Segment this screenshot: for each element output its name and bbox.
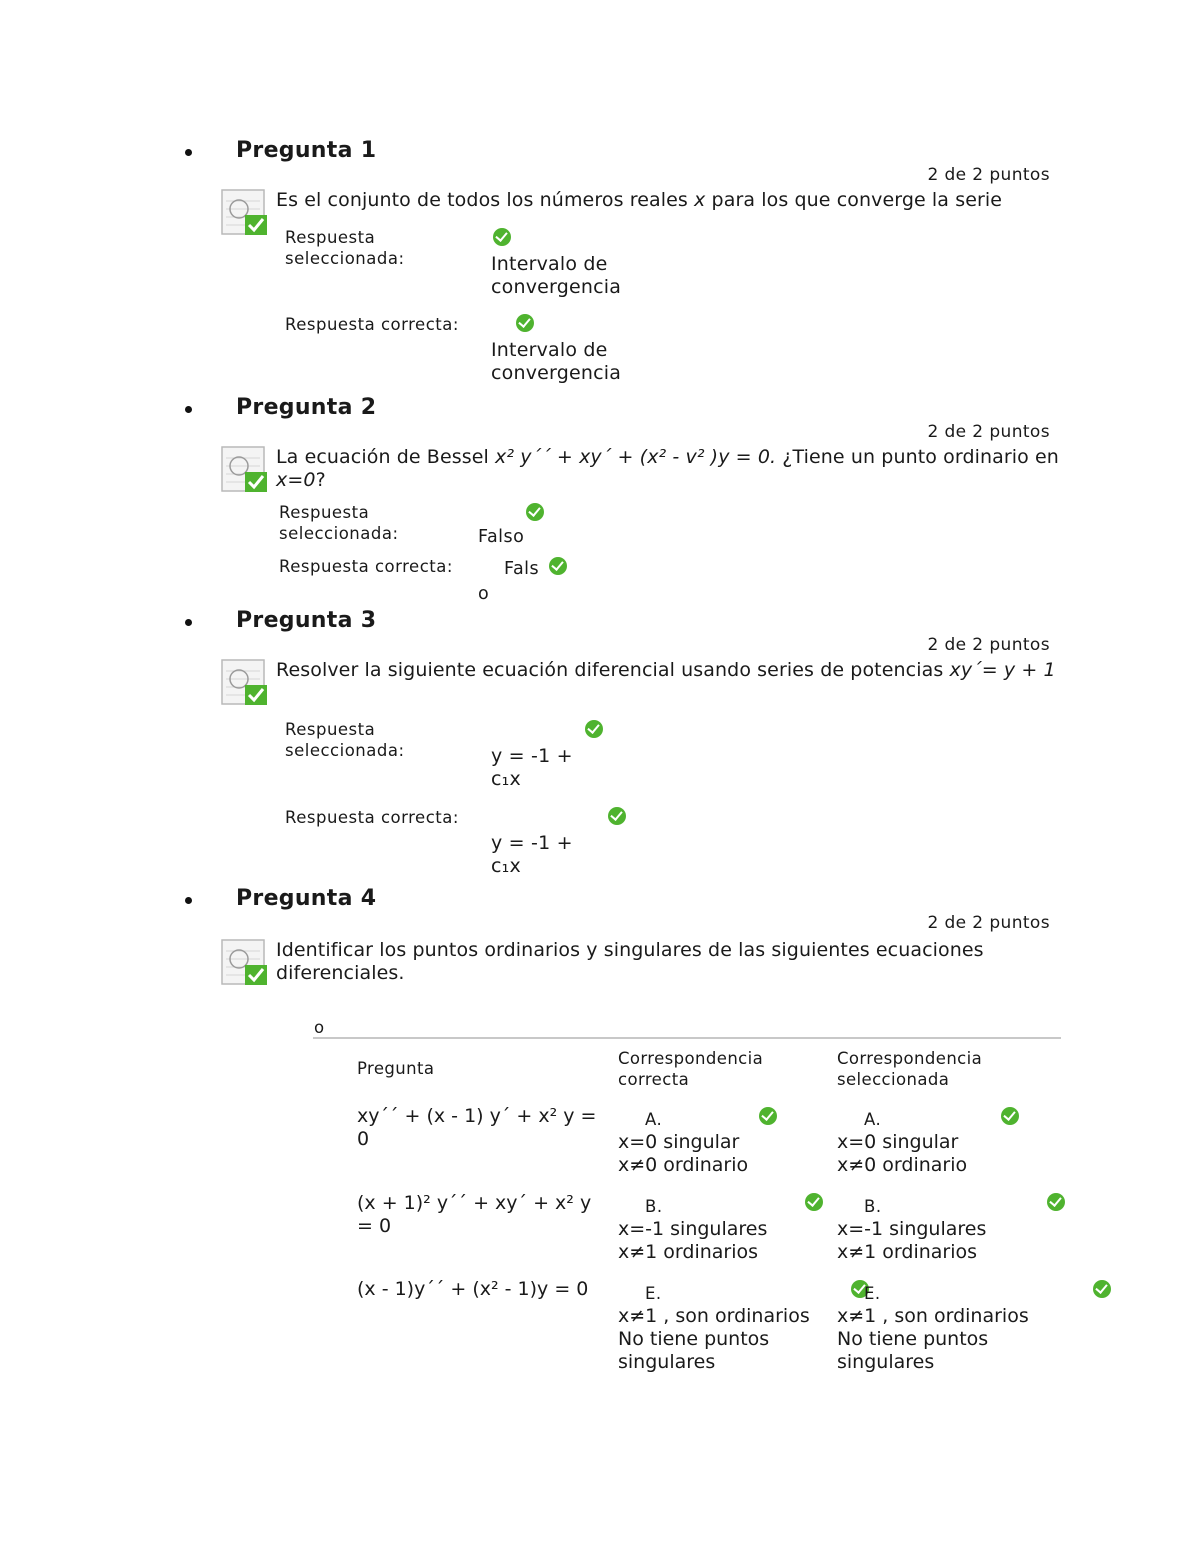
selected-line: x=0 singular (837, 1131, 959, 1153)
correct-answer-value: y = -1 + c₁x (491, 832, 573, 877)
selected-line: No tiene puntos singulares (837, 1328, 989, 1373)
correct-line: No tiene puntos singulares (618, 1328, 770, 1373)
correct-answer-label: Respuesta correcta: (285, 808, 459, 827)
selected-answer-label: Respuesta seleccionada: (279, 503, 399, 543)
correct-letter: B. (645, 1197, 663, 1216)
check-circle-icon (1047, 1193, 1065, 1211)
list-bullet (185, 897, 192, 904)
correct-line: x≠0 ordinario (618, 1154, 749, 1176)
selected-answer-value: Intervalo de convergencia (491, 253, 622, 298)
graded-correct-icon (221, 189, 269, 237)
correct-answer-value: Falso (478, 559, 540, 604)
table-row-question: (x + 1)² y´´ + xy´ + x² y = 0 (357, 1192, 592, 1237)
question-text: Resolver la siguiente ecuación diferencial usando series de potencias xy´= y + 1 (276, 659, 1056, 681)
correct-answer-label: Respuesta correcta: (279, 557, 453, 576)
selected-answer-value: Falso (478, 527, 525, 547)
check-circle-icon (549, 557, 567, 575)
check-circle-icon (585, 720, 603, 738)
table-divider (313, 1037, 1061, 1039)
selected-line: x≠1 , son ordinarios (837, 1305, 1029, 1327)
selected-answer-label: Respuesta seleccionada: (285, 720, 405, 760)
graded-correct-icon (221, 939, 269, 987)
correct-answer-value: Intervalo de convergencia (491, 339, 622, 384)
graded-correct-icon (221, 659, 269, 707)
graded-correct-icon (221, 446, 269, 494)
selected-line: x≠1 ordinarios (837, 1241, 978, 1263)
list-bullet (185, 149, 192, 156)
table-header-pregunta: Pregunta (357, 1059, 435, 1078)
list-marker: o (314, 1018, 325, 1037)
question-text: Identificar los puntos ordinarios y singulares de las siguientes ecuaciones diferenciales. (276, 939, 984, 984)
selected-letter: B. (864, 1197, 882, 1216)
selected-letter: A. (864, 1110, 882, 1129)
table-row-question: xy´´ + (x - 1) y´ + x² y = 0 (357, 1105, 597, 1150)
selected-letter: E. (864, 1284, 881, 1303)
question-text: Es el conjunto de todos los números reales x para los que converge la serie (276, 189, 1003, 211)
correct-letter: A. (645, 1110, 663, 1129)
list-bullet (185, 619, 192, 626)
check-circle-icon (526, 503, 544, 521)
correct-line: x≠1 ordinarios (618, 1241, 759, 1263)
check-circle-icon (1093, 1280, 1111, 1298)
question-points: 2 de 2 puntos (927, 422, 1050, 442)
selected-line: x=-1 singulares (837, 1218, 987, 1240)
check-circle-icon (759, 1107, 777, 1125)
question-title: Pregunta 2 (236, 395, 377, 420)
correct-letter: E. (645, 1284, 662, 1303)
table-row-question: (x - 1)y´´ + (x² - 1)y = 0 (357, 1278, 589, 1300)
check-circle-icon (608, 807, 626, 825)
question-points: 2 de 2 puntos (927, 165, 1050, 185)
check-circle-icon (493, 228, 511, 246)
correct-answer-label: Respuesta correcta: (285, 315, 459, 334)
table-header-selected: Correspondencia seleccionada (837, 1049, 983, 1089)
question-points: 2 de 2 puntos (927, 913, 1050, 933)
selected-line: x≠0 ordinario (837, 1154, 968, 1176)
correct-line: x=-1 singulares (618, 1218, 768, 1240)
check-circle-icon (516, 314, 534, 332)
table-header-correct: Correspondencia correcta (618, 1049, 764, 1089)
check-circle-icon (1001, 1107, 1019, 1125)
correct-line: x=0 singular (618, 1131, 740, 1153)
question-text: La ecuación de Bessel x² y´´ + xy´ + (x² - v² )y = 0. ¿Tiene un punto ordinario en x=0? (276, 446, 1059, 491)
selected-answer-value: y = -1 + c₁x (491, 745, 573, 790)
correct-line: x≠1 , son ordinarios (618, 1305, 810, 1327)
question-points: 2 de 2 puntos (927, 635, 1050, 655)
list-bullet (185, 406, 192, 413)
selected-answer-label: Respuesta seleccionada: (285, 228, 405, 268)
check-circle-icon (805, 1193, 823, 1211)
question-title: Pregunta 4 (236, 886, 377, 911)
question-title: Pregunta 3 (236, 608, 377, 633)
question-title: Pregunta 1 (236, 138, 377, 163)
